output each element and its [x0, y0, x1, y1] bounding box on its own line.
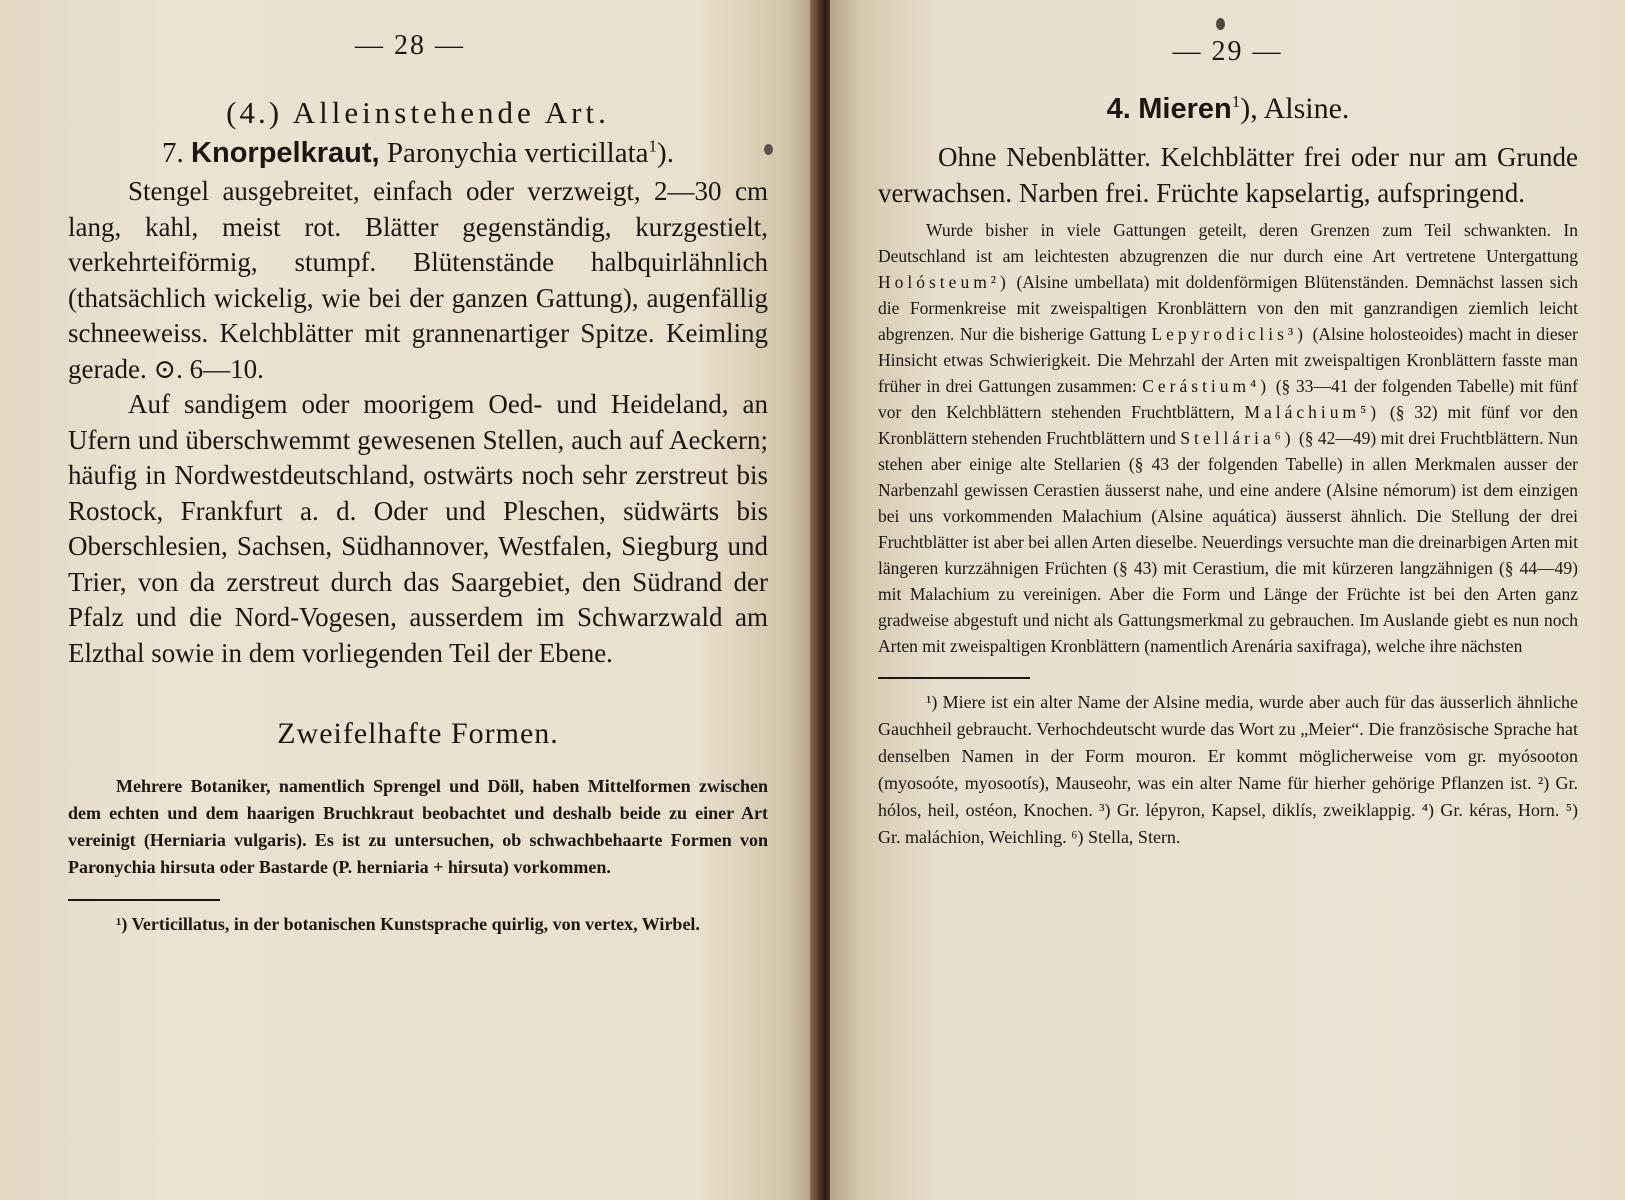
section-heading-text: Alleinstehende Art.: [292, 95, 610, 130]
page-number: — 29 —: [1172, 36, 1283, 67]
species-latin-name: Paronychia verticillata: [386, 137, 649, 169]
species-distribution: Auf sandigem oder moorigem Oed- und Heideland, an Ufern und überschwemmt gewesenen Stellen, auch auf Aeckern; häufig in Nordwestdeutschland, ostwärts noch sehr zerstreut bis Rostock, Frankfurt a. d. Oder und Pleschen, südwärts bis Oberschlesien, Sachsen, Südhannover, Westfalen, Siegburg und Trier, von da zerstreut durch das Saargebiet, den Südrand der Pfalz und die Nord-Vogesen, ausserdem im Schwarzwald am Elzthal sowie in dem vorliegenden Teil der Ebene.: [68, 389, 768, 668]
doubtful-forms-text: Mehrere Botaniker, namentlich Sprengel und Döll, haben Mittelformen zwischen dem echten und dem haarigen Bruchkraut beobachtet und deshalb beide zu einer Art vereinigt (Herniaria vulgaris). Es ist zu untersuchen, ob schwachbehaarte Formen von Paronychia hirsuta oder Bastarde (P. herniaria + hirsuta) vorkommen.: [68, 776, 768, 877]
taxon-name: Lepyrodiclis³): [1151, 324, 1307, 344]
genus-common-name: Mieren: [1138, 93, 1232, 125]
page-number: — 28 —: [355, 30, 465, 61]
section-number: (4.): [226, 95, 283, 130]
species-common-name: Knorpelkraut,: [191, 137, 380, 169]
right-text-column: [878, 92, 1578, 851]
genus-discussion: [878, 217, 1578, 659]
ink-speck: [1216, 18, 1225, 30]
species-title-suffix: ).: [657, 137, 674, 169]
footnote-marker: 1: [1231, 92, 1241, 111]
body-part: Wurde bisher in viele Gattungen geteilt, deren Grenzen zum Teil schwankten. In Deutschland ist am leichtesten abzugrenzen die nur durch eine Art vertretene Untergattung: [878, 220, 1578, 266]
taxon-name: Holósteum²): [878, 272, 1010, 292]
footnote: ¹) Verticillatus, in der botanischen Kunstsprache quirlig, von vertex, Wirbel.: [116, 914, 700, 934]
doubtful-forms-heading: Zweifelhafte Formen.: [277, 717, 559, 750]
genus-heading: [878, 92, 1578, 126]
section-heading: [68, 95, 768, 131]
species-number: 7.: [162, 137, 184, 169]
footnote-marker: 1: [648, 136, 658, 156]
body-part: (§ 33—41 der folgenden Tabelle) mit fünf vor den Kelchblättern stehenden Fruchtblättern,: [878, 376, 1578, 422]
body-part: (Alsine holosteoides) macht in dieser Hinsicht etwas Schwierigkeit. Die Mehrzahl der Arten mit zweispaltigen Kronblättern fasste man früher in drei Gattungen zusammen:: [878, 324, 1578, 396]
genus-number: 4.: [1106, 93, 1131, 125]
footnotes: ¹) Miere ist ein alter Name der Alsine media, wurde aber auch für das äusserlich ähnliche Gauchheil gebraucht. Verhochdeutscht wurde das Wort zu „Meier“. Die französische Sprache hat denselben Namen in der Form mouron. Er kommt möglicherweise vom gr. myósooton (myosoóte, myosootís), Mauseohr, was ein alter Name für hierher gehörige Pflanzen ist. ²) Gr. hólos, heil, ostéon, Knochen. ³) Gr. lépyron, Kapsel, diklís, zweiklappig. ⁴) Gr. kéras, Horn. ⁵) Gr. maláchion, Weichling. ⁶) Stella, Stern.: [878, 692, 1578, 847]
taxon-name: Cerástium⁴): [1142, 376, 1271, 396]
genus-intro: Ohne Nebenblätter. Kelchblätter frei oder nur am Grunde verwachsen. Narben frei. Früchte kapselartig, aufspringend.: [878, 142, 1578, 208]
footnote-rule: [68, 899, 220, 901]
ink-speck: [764, 144, 773, 155]
body-part: (§ 32) mit fünf vor den Kronblättern stehenden Fruchtblättern und: [878, 402, 1579, 448]
species-title: [68, 137, 768, 170]
body-part: (§ 42—49) mit drei Fruchtblättern. Nun stehen aber einige alte Stellarien (§ 43 der folgenden Tabelle) in allen Merkmalen ausser der Narbenzahl gewissen Cerastien äusserst nahe, und eine andere (Alsine némorum) ist dem einzigen bei uns vorkommenden Malachium (Alsine aquática) äusserst ähnlich. Die Stellung der drei Fruchtblätter ist aber bei allen Arten dieselbe. Neuerdings versuchte man die dreinarbigen Arten mit längeren kurzzähnigen Früchten (§ 43) mit Cerastium, die mit kürzeren langzähnigen (§ 44—49) mit Malachium zu vereinigen. Aber die Form und Länge der Früchte ist bei den Arten ganz gradweise abgestuft und nicht als Gattungsmerkmal zu gebrauchen. Im Auslande giebt es nun noch Arten mit zweispaltigen Kronblättern (namentlich Arenária saxifraga), welche ihre nächsten: [878, 428, 1578, 656]
left-text-column: [68, 95, 768, 938]
body-part: (Alsine umbellata) mit doldenförmigen Blütenständen. Demnächst lassen sich die Formenkreise mit zweispaltigen Kronblättern von den mit ganzrandigen ziemlich leicht abgrenzen. Nur die bisherige Gattung: [878, 272, 1578, 344]
genus-heading-suffix: ), Alsine.: [1240, 92, 1350, 125]
taxon-name: Stellária⁶): [1180, 428, 1295, 448]
species-description: Stengel ausgebreitet, einfach oder verzweigt, 2—30 cm lang, kahl, meist rot. Blätter gegenständig, kurzgestielt, verkehrteiförmig, stumpf. Blütenstände halbquirlähnlich (thatsächlich wickelig, wie bei der ganzen Gattung), augenfällig schneeweiss. Kelchblätter mit grannenartiger Spitze. Keimling gerade. ⊙. 6—10.: [68, 176, 768, 384]
right-page: [830, 0, 1625, 1200]
footnote-rule: [878, 677, 1030, 679]
taxon-name: Maláchium⁵): [1244, 402, 1381, 422]
